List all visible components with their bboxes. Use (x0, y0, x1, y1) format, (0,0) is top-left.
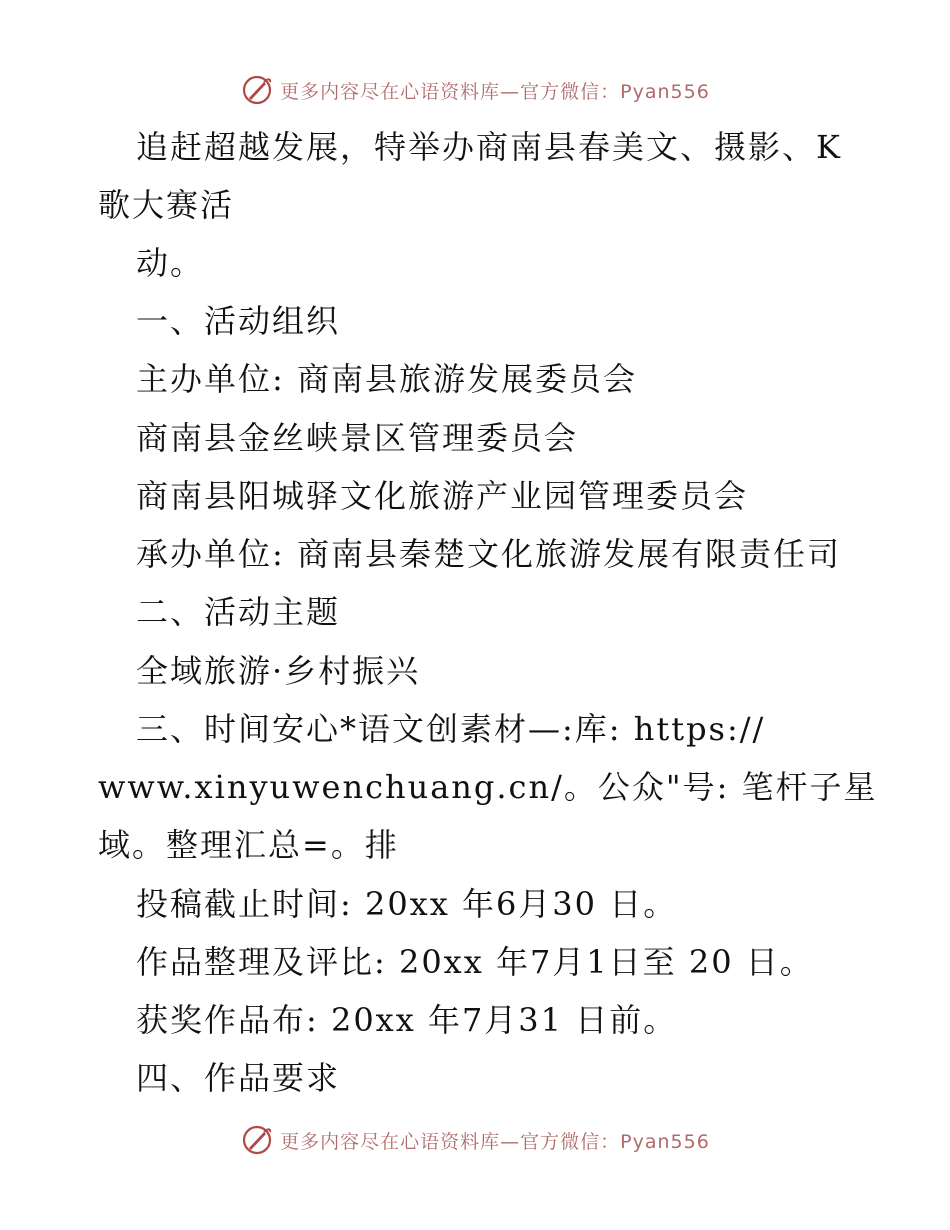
header-banner-text: 更多内容尽在心语资料库—官方微信：Pyan556 (280, 80, 710, 103)
body-line: 商南县阳城驿文化旅游产业园管理委员会 (136, 477, 749, 515)
body-line: 商南县金丝峡景区管理委员会 (136, 419, 579, 457)
section-heading: 二、活动主题 (136, 593, 341, 631)
body-line: 作品整理及评比: 20xx 年7月1日至 20 日。 (136, 943, 814, 981)
footer-banner (0, 1120, 950, 1160)
body-line: 追赶超越发展，特举办商南县春美文、摄影、K (136, 128, 842, 166)
footer-banner-text: 更多内容尽在心语资料库—官方微信：Pyan556 (280, 1130, 710, 1153)
body-line: 动。 (136, 244, 205, 282)
body-line: 获奖作品布: 20xx 年7月31 日前。 (136, 1001, 678, 1039)
quill-pen-logo-icon (240, 1123, 274, 1157)
section-heading: 一、活动组织 (136, 302, 341, 340)
body-line: www.xinyuwenchuang.cn/。公众"号: 笔杆子星 (98, 768, 878, 806)
body-line: 歌大赛活 (98, 186, 235, 224)
body-line: 承办单位: 商南县秦楚文化旅游发展有限责任司 (136, 535, 841, 573)
body-line: 域。整理汇总=。排 (98, 826, 399, 864)
section-heading: 四、作品要求 (136, 1059, 341, 1097)
body-line: 全域旅游·乡村振兴 (136, 652, 421, 690)
body-line: 主办单位: 商南县旅游发展委员会 (136, 360, 637, 398)
section-heading: 三、时间安心*语文创素材—:库: https:// (136, 710, 766, 748)
body-line: 投稿截止时间: 20xx 年6月30 日。 (136, 885, 678, 923)
